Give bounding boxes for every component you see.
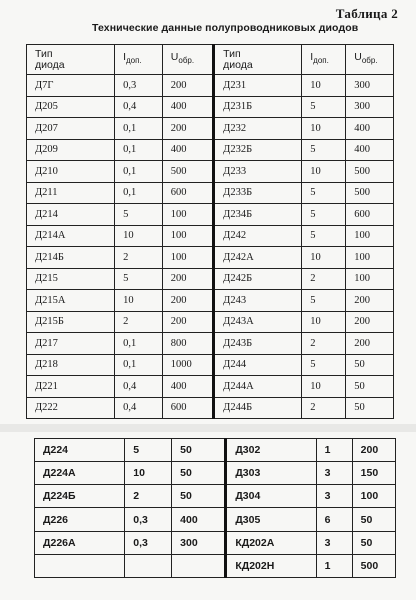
current-cell: 10 bbox=[302, 376, 346, 398]
current-cell: 5 bbox=[302, 182, 346, 204]
voltage-cell: 150 bbox=[352, 462, 395, 485]
current-cell: 0,1 bbox=[115, 182, 163, 204]
diode-type-cell: Д224А bbox=[35, 462, 125, 485]
diode-type-cell: Д215Б bbox=[27, 311, 115, 333]
diode-type-cell: КД202Н bbox=[226, 554, 316, 577]
diode-type-cell: Д214А bbox=[27, 225, 115, 247]
voltage-cell: 100 bbox=[346, 225, 394, 247]
voltage-cell: 50 bbox=[172, 462, 226, 485]
current-cell: 2 bbox=[302, 397, 346, 419]
diode-type-cell: Д224Б bbox=[35, 485, 125, 508]
table-row bbox=[27, 161, 394, 183]
header-u-sub-right: обр. bbox=[361, 56, 378, 66]
diode-type-cell: Д234Б bbox=[214, 204, 302, 226]
table-row bbox=[35, 531, 396, 554]
current-cell: 1 bbox=[316, 439, 352, 462]
diode-type-cell: Д217 bbox=[27, 333, 115, 355]
current-cell: 0,1 bbox=[115, 118, 163, 140]
diode-type-cell: Д304 bbox=[226, 485, 316, 508]
header-u-sub: обр. bbox=[178, 56, 195, 66]
voltage-cell: 50 bbox=[352, 508, 395, 531]
diode-type-cell: Д243 bbox=[214, 290, 302, 312]
table-row bbox=[35, 508, 396, 531]
voltage-cell bbox=[172, 554, 226, 577]
voltage-cell: 500 bbox=[352, 554, 395, 577]
table-title: Технические данные полупроводниковых диодов bbox=[92, 22, 359, 34]
diode-type-cell: Д303 bbox=[226, 462, 316, 485]
header-i-main: I bbox=[123, 51, 126, 64]
current-cell: 0,1 bbox=[115, 139, 163, 161]
table-row bbox=[27, 290, 394, 312]
lower-table-body bbox=[35, 439, 396, 578]
voltage-cell: 200 bbox=[346, 333, 394, 355]
current-cell: 0,4 bbox=[115, 376, 163, 398]
current-cell: 5 bbox=[125, 439, 172, 462]
current-cell: 10 bbox=[302, 247, 346, 269]
diode-type-cell: Д232Б bbox=[214, 139, 302, 161]
diode-type-cell: Д243Б bbox=[214, 333, 302, 355]
voltage-cell: 300 bbox=[346, 75, 394, 97]
current-cell: 10 bbox=[302, 75, 346, 97]
voltage-cell: 50 bbox=[346, 397, 394, 419]
voltage-cell: 800 bbox=[162, 333, 213, 355]
diode-type-cell: Д214Б bbox=[27, 247, 115, 269]
table-row bbox=[27, 376, 394, 398]
current-cell: 2 bbox=[115, 311, 163, 333]
diode-table-upper bbox=[26, 44, 394, 419]
current-cell bbox=[125, 554, 172, 577]
diode-type-cell: Д244А bbox=[214, 376, 302, 398]
header-u-reverse-right bbox=[346, 45, 394, 75]
header-i-allowed-right bbox=[302, 45, 346, 75]
current-cell: 10 bbox=[125, 462, 172, 485]
current-cell: 10 bbox=[302, 311, 346, 333]
diode-type-cell: Д232 bbox=[214, 118, 302, 140]
voltage-cell: 100 bbox=[352, 485, 395, 508]
voltage-cell: 100 bbox=[162, 247, 213, 269]
voltage-cell: 100 bbox=[346, 268, 394, 290]
voltage-cell: 400 bbox=[162, 139, 213, 161]
table-row bbox=[35, 485, 396, 508]
diode-type-cell: Д214 bbox=[27, 204, 115, 226]
diode-type-cell bbox=[35, 554, 125, 577]
voltage-cell: 200 bbox=[162, 268, 213, 290]
header-i-main-right: I bbox=[310, 51, 314, 64]
current-cell: 0,3 bbox=[115, 75, 163, 97]
voltage-cell: 50 bbox=[346, 354, 394, 376]
page-gap bbox=[0, 424, 416, 432]
current-cell: 3 bbox=[316, 462, 352, 485]
current-cell: 5 bbox=[115, 204, 163, 226]
voltage-cell: 500 bbox=[346, 182, 394, 204]
diode-type-cell: Д226 bbox=[35, 508, 125, 531]
table-row bbox=[27, 333, 394, 355]
table-caption: Таблица 2 bbox=[335, 6, 398, 21]
table-row bbox=[27, 118, 394, 140]
table-row bbox=[27, 75, 394, 97]
current-cell: 6 bbox=[316, 508, 352, 531]
current-cell: 10 bbox=[115, 225, 163, 247]
diode-type-cell: Д243А bbox=[214, 311, 302, 333]
current-cell: 3 bbox=[316, 485, 352, 508]
diode-type-cell: Д233Б bbox=[214, 182, 302, 204]
header-i-sub: доп. bbox=[126, 56, 142, 66]
diode-type-cell: Д207 bbox=[27, 118, 115, 140]
current-cell: 2 bbox=[302, 333, 346, 355]
voltage-cell: 200 bbox=[162, 75, 213, 97]
current-cell: 0,1 bbox=[115, 354, 163, 376]
header-u-main-right: U bbox=[354, 51, 362, 64]
voltage-cell: 200 bbox=[162, 311, 213, 333]
table-row bbox=[27, 225, 394, 247]
current-cell: 5 bbox=[302, 139, 346, 161]
current-cell: 1 bbox=[316, 554, 352, 577]
table-row bbox=[27, 182, 394, 204]
header-type-line2-right: диода bbox=[223, 58, 253, 71]
voltage-cell: 200 bbox=[346, 311, 394, 333]
current-cell: 0,3 bbox=[125, 508, 172, 531]
header-type-right bbox=[214, 45, 302, 75]
diode-type-cell: Д226А bbox=[35, 531, 125, 554]
diode-type-cell: Д209 bbox=[27, 139, 115, 161]
diode-type-cell: Д215А bbox=[27, 290, 115, 312]
header-u-main: U bbox=[170, 51, 179, 64]
header-type-line1-right: Тип bbox=[223, 47, 241, 60]
current-cell: 5 bbox=[115, 268, 163, 290]
upper-table-body bbox=[27, 75, 394, 419]
diode-type-cell: Д231Б bbox=[214, 96, 302, 118]
diode-type-cell: Д233 bbox=[214, 161, 302, 183]
current-cell: 5 bbox=[302, 204, 346, 226]
current-cell: 2 bbox=[125, 485, 172, 508]
header-type bbox=[27, 45, 115, 75]
table-row bbox=[27, 204, 394, 226]
voltage-cell: 50 bbox=[352, 531, 395, 554]
table-row bbox=[27, 96, 394, 118]
voltage-cell: 100 bbox=[162, 204, 213, 226]
diode-type-cell: Д224 bbox=[35, 439, 125, 462]
voltage-cell: 100 bbox=[162, 225, 213, 247]
diode-type-cell: Д242 bbox=[214, 225, 302, 247]
voltage-cell: 500 bbox=[162, 161, 213, 183]
current-cell: 10 bbox=[115, 290, 163, 312]
diode-type-cell: Д231 bbox=[214, 75, 302, 97]
voltage-cell: 200 bbox=[346, 290, 394, 312]
current-cell: 0,1 bbox=[115, 333, 163, 355]
current-cell: 0,3 bbox=[125, 531, 172, 554]
voltage-cell: 500 bbox=[346, 161, 394, 183]
voltage-cell: 400 bbox=[172, 508, 226, 531]
voltage-cell: 400 bbox=[346, 139, 394, 161]
header-type-line2: диода bbox=[35, 58, 65, 71]
current-cell: 0,4 bbox=[115, 96, 163, 118]
table-row bbox=[35, 554, 396, 577]
current-cell: 5 bbox=[302, 354, 346, 376]
voltage-cell: 300 bbox=[172, 531, 226, 554]
table-row bbox=[27, 247, 394, 269]
diode-type-cell: Д205 bbox=[27, 96, 115, 118]
voltage-cell: 600 bbox=[162, 182, 213, 204]
diode-type-cell: Д222 bbox=[27, 397, 115, 419]
diode-type-cell: Д302 bbox=[226, 439, 316, 462]
voltage-cell: 200 bbox=[162, 290, 213, 312]
diode-type-cell: Д242А bbox=[214, 247, 302, 269]
diode-type-cell: Д242Б bbox=[214, 268, 302, 290]
voltage-cell: 50 bbox=[346, 376, 394, 398]
voltage-cell: 400 bbox=[162, 376, 213, 398]
voltage-cell: 100 bbox=[346, 247, 394, 269]
voltage-cell: 600 bbox=[346, 204, 394, 226]
diode-type-cell: Д7Г bbox=[27, 75, 115, 97]
table-row bbox=[35, 462, 396, 485]
current-cell: 0,1 bbox=[115, 161, 163, 183]
diode-type-cell: Д244 bbox=[214, 354, 302, 376]
diode-type-cell: Д305 bbox=[226, 508, 316, 531]
diode-type-cell: Д221 bbox=[27, 376, 115, 398]
header-type-line1: Тип bbox=[35, 47, 53, 60]
diode-type-cell: Д218 bbox=[27, 354, 115, 376]
header-i-allowed bbox=[115, 45, 163, 75]
voltage-cell: 200 bbox=[162, 118, 213, 140]
voltage-cell: 400 bbox=[346, 118, 394, 140]
header-u-reverse bbox=[162, 45, 213, 75]
current-cell: 2 bbox=[115, 247, 163, 269]
voltage-cell: 200 bbox=[352, 439, 395, 462]
current-cell: 5 bbox=[302, 225, 346, 247]
table-row bbox=[27, 311, 394, 333]
current-cell: 5 bbox=[302, 96, 346, 118]
diode-table-lower bbox=[34, 438, 396, 578]
header-i-sub-right: доп. bbox=[313, 56, 329, 66]
voltage-cell: 300 bbox=[346, 96, 394, 118]
current-cell: 10 bbox=[302, 118, 346, 140]
upper-table-wrapper bbox=[26, 44, 394, 419]
voltage-cell: 400 bbox=[162, 96, 213, 118]
current-cell: 10 bbox=[302, 161, 346, 183]
current-cell: 5 bbox=[302, 290, 346, 312]
diode-type-cell: Д211 bbox=[27, 182, 115, 204]
diode-type-cell: КД202А bbox=[226, 531, 316, 554]
table-row bbox=[35, 439, 396, 462]
table-row bbox=[27, 354, 394, 376]
current-cell: 2 bbox=[302, 268, 346, 290]
diode-type-cell: Д244Б bbox=[214, 397, 302, 419]
voltage-cell: 50 bbox=[172, 439, 226, 462]
voltage-cell: 1000 bbox=[162, 354, 213, 376]
table-row bbox=[27, 268, 394, 290]
lower-table-wrapper bbox=[34, 438, 396, 578]
current-cell: 0,4 bbox=[115, 397, 163, 419]
diode-type-cell: Д210 bbox=[27, 161, 115, 183]
table-row bbox=[27, 397, 394, 419]
voltage-cell: 50 bbox=[172, 485, 226, 508]
current-cell: 3 bbox=[316, 531, 352, 554]
voltage-cell: 600 bbox=[162, 397, 213, 419]
table-row bbox=[27, 139, 394, 161]
diode-type-cell: Д215 bbox=[27, 268, 115, 290]
